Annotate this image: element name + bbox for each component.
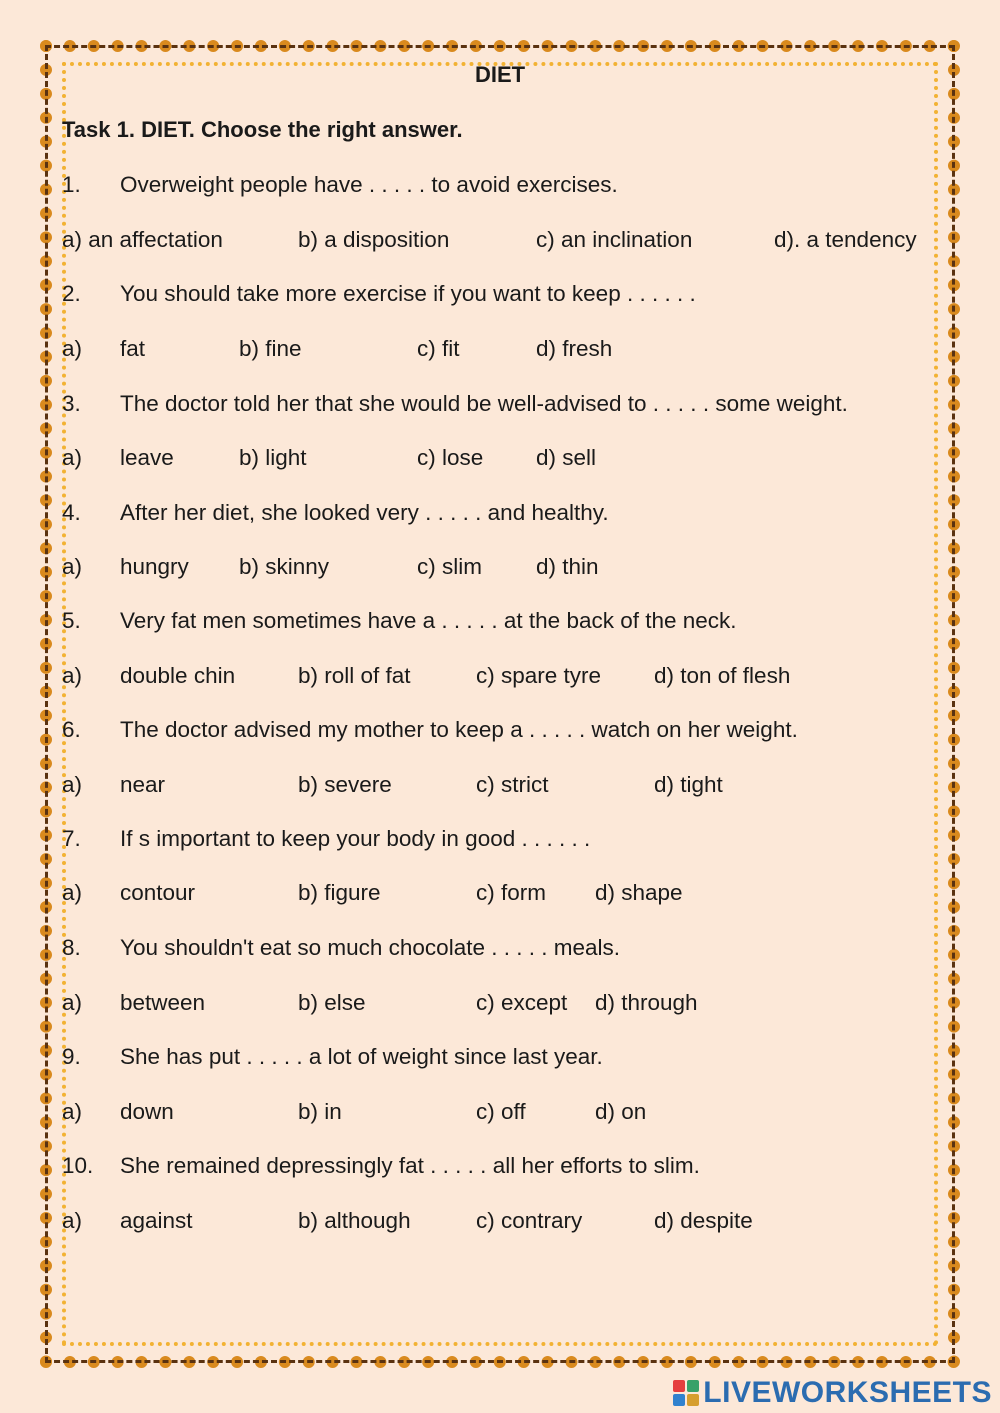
option-b[interactable]: b) fine — [239, 336, 302, 361]
option-a[interactable]: hungry — [120, 554, 189, 579]
logo-square-1 — [673, 1380, 685, 1392]
question-text: Overweight people have . . . . . to avoid exercises. — [120, 172, 618, 197]
option-b[interactable]: b) figure — [298, 880, 381, 905]
question-text: You should take more exercise if you want to keep . . . . . . — [120, 281, 696, 306]
option-prefix: a) — [62, 880, 83, 905]
option-a[interactable]: leave — [120, 445, 174, 470]
option-d[interactable]: d) ton of flesh — [654, 663, 791, 688]
liveworksheets-logo[interactable] — [673, 1375, 992, 1411]
option-c[interactable]: c) lose — [417, 445, 484, 470]
option-d[interactable]: d) on — [595, 1099, 647, 1124]
option-a[interactable]: contour — [120, 880, 196, 905]
option-d[interactable]: d) tight — [654, 772, 723, 797]
question-text: After her diet, she looked very . . . . . and healthy. — [120, 500, 609, 525]
option-d[interactable]: d) despite — [654, 1208, 753, 1233]
option-a[interactable]: fat — [120, 336, 146, 361]
option-c[interactable]: c) except — [476, 990, 568, 1015]
option-prefix: a) — [62, 336, 83, 361]
option-b[interactable]: b) light — [239, 445, 307, 470]
option-b[interactable]: b) a disposition — [298, 227, 450, 252]
option-b[interactable]: b) severe — [298, 772, 392, 797]
question-number: 2. — [62, 281, 81, 306]
option-d[interactable]: d). a tendency — [774, 227, 917, 252]
option-d[interactable]: d) fresh — [536, 336, 613, 361]
option-b[interactable]: b) else — [298, 990, 366, 1015]
question-number: 9. — [62, 1044, 81, 1069]
question-number: 6. — [62, 717, 81, 742]
option-prefix: a) — [62, 554, 83, 579]
option-c[interactable]: c) spare tyre — [476, 663, 602, 688]
option-c[interactable]: c) fit — [417, 336, 460, 361]
question-text: The doctor advised my mother to keep a . . . . . watch on her weight. — [120, 717, 798, 742]
option-prefix: a) — [62, 1208, 83, 1233]
question-text: If s important to keep your body in good . . . . . . — [120, 826, 591, 851]
question-text: She remained depressingly fat . . . . . all her efforts to slim. — [120, 1153, 700, 1178]
logo-square-3 — [673, 1394, 685, 1406]
option-c[interactable]: c) contrary — [476, 1208, 583, 1233]
option-prefix: a) — [62, 990, 83, 1015]
option-a[interactable]: down — [120, 1099, 174, 1124]
option-c[interactable]: c) an inclination — [536, 227, 693, 252]
question-number: 4. — [62, 500, 81, 525]
option-d[interactable]: d) shape — [595, 880, 683, 905]
logo-square-4 — [687, 1394, 699, 1406]
option-a[interactable]: a) an affectation — [62, 227, 223, 252]
option-a[interactable]: near — [120, 772, 166, 797]
logo-text: LIVEWORKSHEETS — [703, 1376, 992, 1409]
option-c[interactable]: c) strict — [476, 772, 549, 797]
question-number: 10. — [62, 1153, 94, 1178]
option-prefix: a) — [62, 445, 83, 470]
option-b[interactable]: b) skinny — [239, 554, 330, 579]
option-b[interactable]: b) although — [298, 1208, 411, 1233]
option-prefix: a) — [62, 1099, 83, 1124]
option-c[interactable]: c) off — [476, 1099, 526, 1124]
question-number: 7. — [62, 826, 81, 851]
option-b[interactable]: b) in — [298, 1099, 342, 1124]
option-b[interactable]: b) roll of fat — [298, 663, 411, 688]
logo-square-2 — [687, 1380, 699, 1392]
option-a[interactable]: between — [120, 990, 206, 1015]
option-prefix: a) — [62, 772, 83, 797]
question-number: 3. — [62, 391, 81, 416]
question-text: The doctor told her that she would be well-advised to . . . . . some weight. — [120, 391, 848, 416]
question-number: 8. — [62, 935, 81, 960]
option-a[interactable]: against — [120, 1208, 193, 1233]
option-d[interactable]: d) thin — [536, 554, 599, 579]
option-d[interactable]: d) sell — [536, 445, 597, 470]
task-heading: Task 1. DIET. Choose the right answer. — [62, 117, 463, 142]
question-number: 5. — [62, 608, 81, 633]
question-text: You shouldn't eat so much chocolate . . . . . meals. — [120, 935, 620, 960]
page-title: DIET — [474, 62, 526, 87]
option-d[interactable]: d) through — [595, 990, 698, 1015]
option-c[interactable]: c) slim — [417, 554, 482, 579]
question-text: She has put . . . . . a lot of weight since last year. — [120, 1044, 603, 1069]
option-c[interactable]: c) form — [476, 880, 546, 905]
question-number: 1. — [62, 172, 81, 197]
option-a[interactable]: double chin — [120, 663, 236, 688]
liveworksheets-logo-icon — [673, 1380, 699, 1406]
question-text: Very fat men sometimes have a . . . . . at the back of the neck. — [120, 608, 737, 633]
option-prefix: a) — [62, 663, 83, 688]
